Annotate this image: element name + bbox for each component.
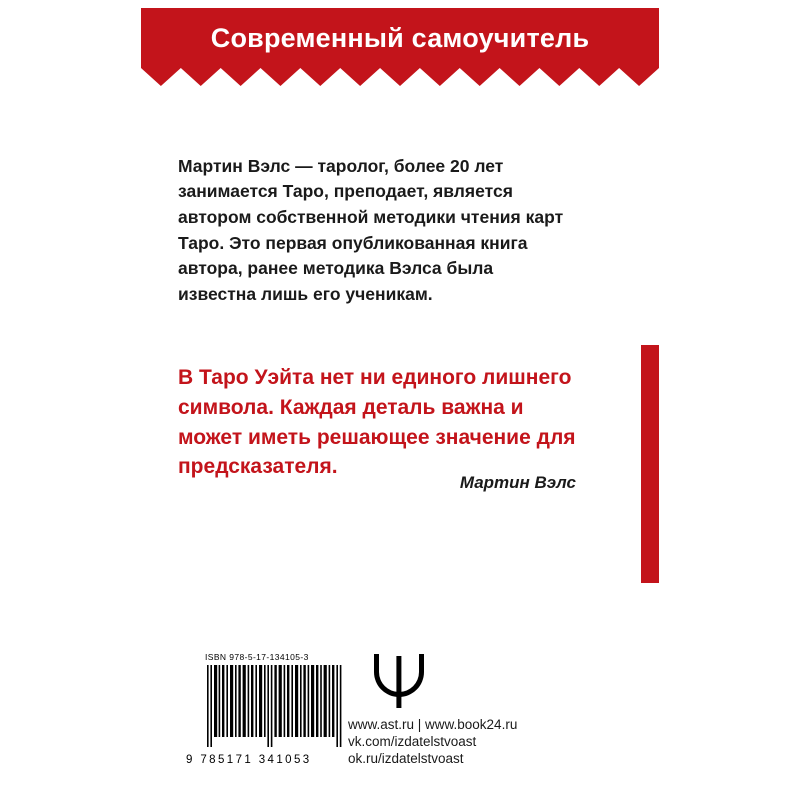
author-bio-text: Мартин Вэлс — таролог, более 20 лет занимается Таро, преподает, является автором собственной методики чтения карт Таро. Это первая опубликованная книга автора, ранее методика Вэлса была известна лишь его ученикам.	[178, 155, 564, 305]
publisher-link-1[interactable]: www.ast.ru | www.book24.ru	[348, 717, 518, 732]
barcode-digits: 9 785171 341053	[186, 754, 312, 766]
publisher-link-2[interactable]: vk.com/izdatelstvoast	[348, 734, 477, 750]
top-banner	[141, 8, 659, 68]
barcode-image	[205, 665, 345, 747]
banner-zigzag-edge	[141, 68, 659, 86]
pull-quote-author: Мартин Вэлс	[459, 473, 576, 492]
barcode-block	[205, 652, 345, 747]
publisher-link-3[interactable]: ok.ru/izdatelstvoast	[348, 751, 464, 767]
series-title: Современный самоучитель	[210, 22, 590, 53]
right-edge-accent-bar	[641, 345, 659, 583]
publisher-links	[348, 716, 608, 767]
isbn-label: ISBN 978-5-17-134105-3	[205, 652, 309, 662]
ast-trident-logo	[372, 652, 426, 710]
pull-quote-text: В Таро Уэйта нет ни единого лишнего символа. Каждая деталь важна и может иметь решающее значение для предсказателя.	[178, 366, 576, 479]
